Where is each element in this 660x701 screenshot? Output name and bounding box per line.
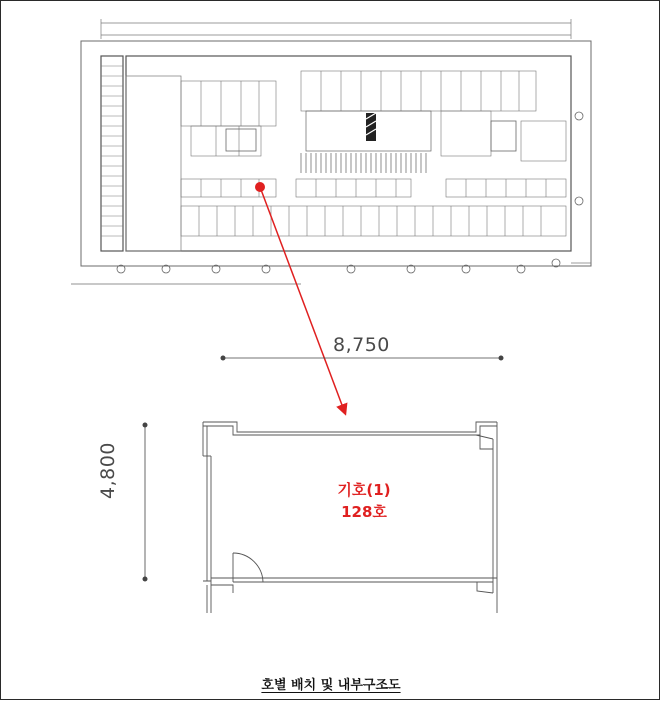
width-dimension-label: 8,750 — [333, 334, 390, 356]
unit-number: 128호 — [341, 503, 387, 521]
caption-text: 호별 배치 및 내부구조도 — [261, 678, 401, 693]
height-dimension-label: 4,800 — [97, 442, 119, 499]
unit-name: 기호(1) — [337, 481, 391, 499]
figure-caption — [1, 674, 660, 693]
unit-label — [294, 479, 434, 523]
